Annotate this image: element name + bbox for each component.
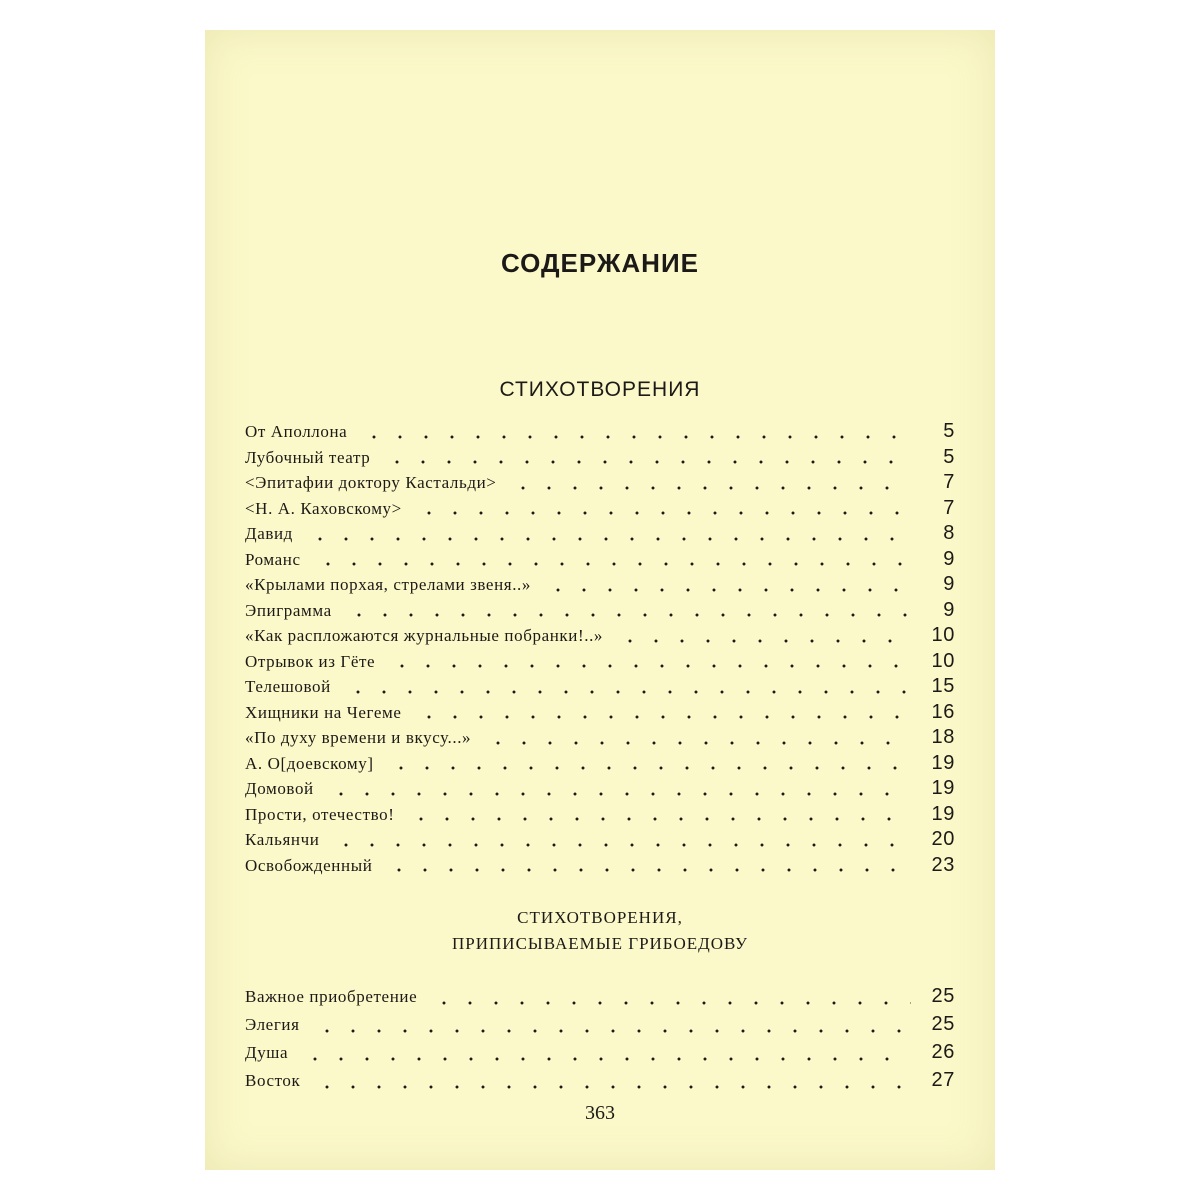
toc-entry [245, 446, 955, 472]
toc-entry-page: 16 [931, 700, 955, 723]
toc-entry-title: Важное приобретение [245, 987, 418, 1006]
toc-entry [245, 777, 955, 803]
dot-leader [385, 663, 911, 669]
toc-entry-page: 5 [943, 420, 955, 442]
dot-leader [324, 791, 911, 797]
toc-entry-title: Домовой [245, 779, 314, 798]
toc-entry-page: 19 [931, 777, 955, 799]
toc-entry [245, 985, 955, 1013]
toc-entry-title: Прости, отечество! [245, 804, 395, 824]
toc-list-poems [245, 420, 955, 879]
dot-leader [303, 536, 911, 542]
toc-entry [245, 854, 955, 880]
dot-leader [298, 1056, 911, 1062]
section-heading-attributed-line-2: ПРИПИСЫВАЕМЫЕ ГРИБОЕДОВУ [452, 934, 748, 953]
toc-list-attributed [245, 985, 955, 1097]
toc-entry-title: Романс [245, 549, 301, 569]
toc-entry-title: Эпиграмма [245, 600, 332, 620]
toc-entry [245, 752, 955, 778]
toc-entry-page: 9 [943, 573, 955, 595]
dot-leader [310, 1028, 911, 1034]
toc-entry [245, 548, 955, 574]
dot-leader [481, 740, 911, 746]
toc-entry [245, 420, 955, 446]
toc-entry-title: «Как распложаются журнальные побранки!..» [245, 626, 604, 645]
dot-leader [412, 714, 911, 720]
toc-entry-page: 19 [931, 751, 955, 774]
toc-entry [245, 803, 955, 829]
dot-leader [613, 638, 911, 644]
toc-entry [245, 675, 955, 701]
dot-leader [357, 434, 911, 440]
toc-entry-page: 18 [931, 726, 955, 748]
dot-leader [412, 510, 911, 516]
toc-entry-page: 15 [931, 675, 955, 697]
toc-entry-page: 10 [931, 649, 955, 672]
dot-leader [506, 485, 911, 491]
toc-entry-page: 8 [943, 522, 955, 544]
toc-entry-title: Восток [245, 1071, 301, 1090]
toc-entry-title: <Эпитафии доктору Кастальди> [245, 473, 497, 492]
toc-entry-page: 19 [931, 802, 955, 825]
toc-entry-page: 25 [931, 985, 955, 1007]
toc-entry-title: Отрывок из Гёте [245, 651, 376, 671]
toc-entry [245, 522, 955, 548]
toc-entry-title: Давид [245, 524, 293, 543]
toc-entry [245, 650, 955, 676]
toc-entry-page: 10 [931, 624, 955, 646]
toc-entry-title: <Н. А. Каховскому> [245, 498, 402, 518]
toc-entry-page: 20 [931, 828, 955, 850]
dot-leader [341, 689, 911, 695]
dot-leader [384, 765, 911, 771]
toc-entry-page: 9 [943, 547, 955, 570]
toc-entry-title: Хищники на Чегеме [245, 702, 402, 722]
dot-leader [311, 561, 911, 567]
dot-leader [541, 587, 911, 593]
toc-entry [245, 701, 955, 727]
toc-entry-title: Кальянчи [245, 830, 320, 849]
section-heading-attributed-line-1: СТИХОТВОРЕНИЯ, [517, 908, 683, 927]
dot-leader [380, 459, 911, 465]
toc-entry [245, 599, 955, 625]
toc-entry [245, 726, 955, 752]
toc-entry [245, 828, 955, 854]
dot-leader [310, 1084, 911, 1090]
toc-entry [245, 1041, 955, 1069]
toc-entry [245, 471, 955, 497]
toc-entry-title: Освобожденный [245, 855, 373, 875]
toc-entry-title: «Крылами порхая, стрелами звеня..» [245, 575, 531, 594]
toc-entry [245, 497, 955, 523]
toc-entry [245, 573, 955, 599]
dot-leader [404, 816, 911, 822]
toc-entry-page: 7 [943, 471, 955, 493]
toc-entry-title: Душа [245, 1043, 289, 1062]
toc-entry-title: «По духу времени и вкусу...» [245, 728, 472, 747]
page-title: СОДЕРЖАНИЕ [501, 248, 699, 278]
toc-entry-title: А. О[доевскому] [245, 753, 374, 773]
toc-entry [245, 624, 955, 650]
toc-entry-title: Элегия [245, 1015, 300, 1034]
dot-leader [382, 867, 911, 873]
dot-leader [427, 1000, 911, 1006]
toc-entry-page: 5 [943, 445, 955, 468]
toc-entry-page: 25 [931, 1013, 955, 1035]
toc-entry-page: 9 [943, 598, 955, 621]
toc-entry-title: Лубочный театр [245, 447, 371, 467]
page-number: 363 [585, 1102, 615, 1124]
toc-entry-page: 7 [943, 496, 955, 519]
toc-entry [245, 1069, 955, 1097]
toc-entry-page: 27 [931, 1069, 955, 1091]
toc-entry-page: 26 [931, 1041, 955, 1063]
section-heading-poems: СТИХОТВОРЕНИЯ [499, 378, 701, 401]
toc-entry [245, 1013, 955, 1041]
toc-entry-page: 23 [931, 853, 955, 876]
toc-entry-title: Телешовой [245, 677, 331, 696]
book-page [205, 30, 995, 1170]
dot-leader [342, 612, 911, 618]
toc-entry-title: От Аполлона [245, 422, 348, 441]
dot-leader [329, 842, 911, 848]
